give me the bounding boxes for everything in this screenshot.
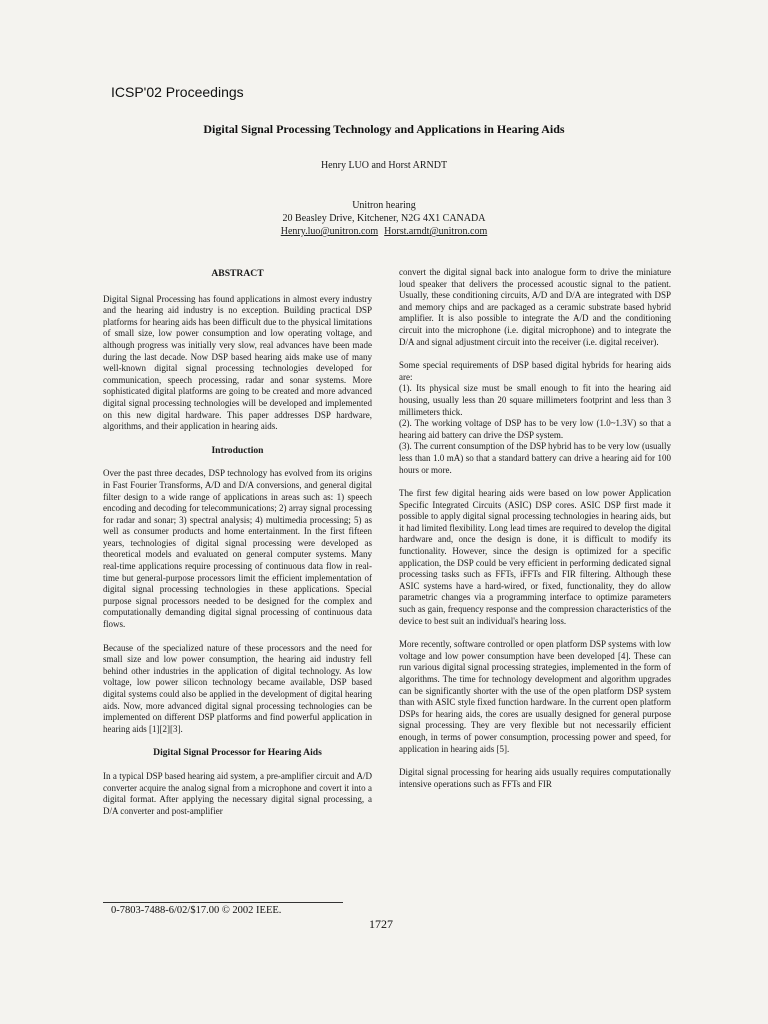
affiliation-emails — [100, 225, 668, 238]
footer-copyright: 0-7803-7488-6/02/$17.00 © 2002 IEEE. — [111, 905, 282, 916]
requirement-item: (2). The working voltage of DSP has to be very low (1.0~1.3V) so that a hearing aid battery can drive the DSP system. — [399, 418, 671, 440]
footer-rule — [103, 902, 343, 903]
page-number: 1727 — [369, 917, 393, 931]
dsp-section-heading: Digital Signal Processor for Hearing Aids — [153, 747, 322, 759]
requirement-item: (1). Its physical size must be small enough to fit into the hearing aid housing, usually less than 20 square millimeters footprint and less than 3 millimeters thick. — [399, 383, 671, 417]
abstract-paragraph: Digital Signal Processing has found applications in almost every industry and the hearing aid industry is no exception. Building practical DSP platforms for hearing aids has been difficult due to the physical limitations of small size, low power consumption and low operating voltage, and although progress was initially very slow, real advances have been made during the last decade. Now DSP based hearing aids make use of many well-known digital signal processing technologies developed for communication, speech processing, radar and sonar systems. More sophisticated digital platforms are going to be created and more advanced digital signal processing technologies will be developed and implemented on this new digital hardware. This paper addresses DSP hardware, algorithms, and their application in hearing aids. — [103, 293, 372, 432]
left-column — [103, 268, 372, 817]
dsp-paragraph: In a typical DSP based hearing aid system, a pre-amplifier circuit and A/D converter acquire the analog signal from a microphone and covert it into a digital format. After applying the necessary digital signal processing, a D/A converter and post-amplifier — [103, 770, 372, 816]
body-paragraph: Digital signal processing for hearing aids usually requires computationally intensive operations such as FFTs and FIR — [399, 767, 671, 789]
email-link[interactable]: Horst.arndt@unitron.com — [384, 226, 488, 237]
affiliation-address: 20 Beasley Drive, Kitchener, N2G 4X1 CANADA — [282, 213, 486, 224]
body-paragraph: More recently, software controlled or open platform DSP systems with low voltage and low power consumption have been developed [4]. These can run various digital signal processing strategies, implemented in the form of algorithms. The time for technology development and algorithm upgrades can be significantly shorter with the use of the open platform DSP system than with ASIC style fixed function hardware. In the current open platform DSPs for hearing aids, the cores are usually designed for general purpose signal processing. They are very flexible but not necessarily efficient enough, in terms of power consumption, processing power and speed, for application in hearing aids [5]. — [399, 639, 671, 754]
email-link[interactable]: Henry.luo@unitron.com — [280, 226, 379, 237]
requirement-item: (3). The current consumption of the DSP hybrid has to be very low (usually less than 1.0 mA) so that a standard battery can drive a hearing aid for 100 hours or more. — [399, 441, 671, 475]
paper-title: Digital Signal Processing Technology and Applications in Hearing Aids — [203, 122, 565, 136]
affiliation-block — [100, 199, 668, 238]
right-column — [399, 267, 671, 790]
body-paragraph: The first few digital hearing aids were based on low power Application Specific Integrated Circuits (ASIC) DSP cores. ASIC DSP first made it possible to apply digital signal processing technologies in hearing aids, but it had limited flexibility. Long lead times are required to develop the digital hardware and, once the design is done, it is difficult to modify its functionality. However, since the design is optimized for a specific application, the DSP could be very efficient in performing dedicated signal processing tasks such as FFTs, iFFTs and FIR filtering. Although these ASIC systems have a hard-wired, or fixed, functionality, they do allow parametric changes via a programming interface to optimize parameters such as gain, frequency response and the compression characteristics of the device to best suit an individual's hearing loss. — [399, 488, 671, 626]
abstract-heading: ABSTRACT — [211, 268, 264, 279]
introduction-paragraph: Over the past three decades, DSP technology has evolved from its origins in Fast Fourier Transforms, A/D and D/A conversions, and general digital filter design to a wide range of applications in areas such as: 1) speech encoding and decoding for telecommunications; 2) array signal processing for radar and sonar; 3) spectral analysis; 4) multimedia processing; 5) as well as consumer products and home entertainment. In the first fifteen years, technologies of digital signal processing were developed as theoretical models and evaluated on general computer systems. Many real-time applications require processing of continuous data flow in real-time but general-purpose processors limit the efficient implementation of digital signal processing technologies in these applications. Special purpose signal processors needed to be designed for the complex and computationally demanding digital signal processing of continuous data flows. — [103, 468, 372, 630]
proceedings-label: ICSP'02 Proceedings — [111, 84, 244, 100]
affiliation-org: Unitron hearing — [352, 200, 416, 211]
introduction-heading: Introduction — [211, 444, 264, 456]
body-paragraph: convert the digital signal back into analogue form to drive the miniature loud speaker that delivers the processed acoustic signal to the patient. Usually, these conditioning circuits, A/D and D/A are integrated with DSP and memory chips and are packaged as a ceramic substrate based hybrid amplifier. It is also possible to integrate the A/D and the conditioning circuit into the microphone (i.e. digital microphone) and to integrate the D/A and signal adjustment circuit into the receiver (i.e. digital receiver). — [399, 267, 671, 347]
introduction-paragraph: Because of the specialized nature of these processors and the need for small size and low power consumption, the hearing aid industry fell behind other industries in the application of digital technology. As low voltage, low power silicon technology became available, DSP based digital systems could also be applied in the development of digital hearing aids. Now, more advanced digital signal processing technologies can be implemented on different DSP platforms and find powerful application in hearing aids [1][2][3]. — [103, 642, 372, 734]
paper-authors: Henry LUO and Horst ARNDT — [320, 160, 448, 171]
requirements-intro: Some special requirements of DSP based digital hybrids for hearing aids are: — [399, 360, 671, 382]
